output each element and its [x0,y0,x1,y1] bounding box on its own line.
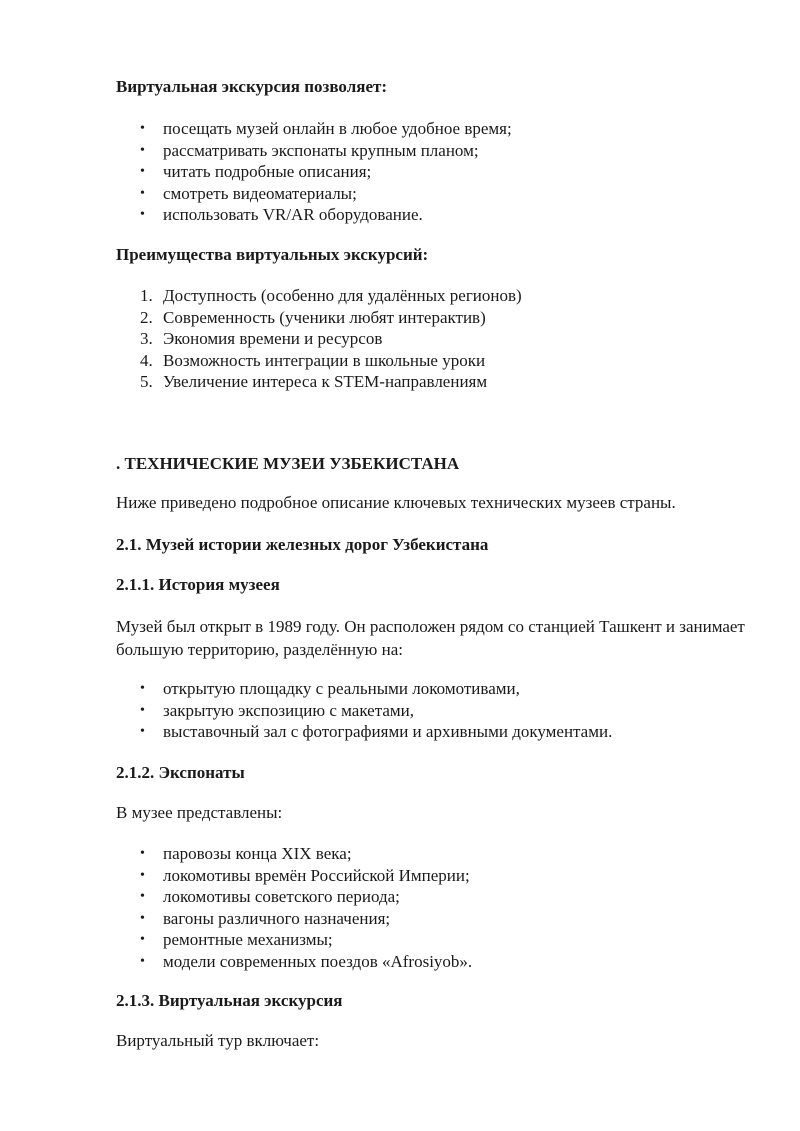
list-item: • читать подробные описания; [140,162,372,181]
list-item: 2. Современность (ученики любят интерактив) [140,307,486,327]
history-paragraph: Музей был открыт в 1989 году. Он расположен рядом со станцией Ташкент и занимает большую территорию, разделённую на: [116,617,745,659]
bullet-icon: • [140,932,145,947]
list-item: • локомотивы советского периода; [140,887,400,906]
advantages-heading: Преимущества виртуальных экскурсий: [116,245,429,264]
list-item: • локомотивы времён Российской Империи; [140,865,470,885]
bullet-icon: • [140,185,145,201]
bullet-icon: • [140,164,145,179]
list-item: • ремонтные механизмы; [140,930,333,949]
virtual-allows-list [116,118,512,226]
museum-heading: 2.1. Музей истории железных дорог Узбекистана [116,535,489,554]
bullet-icon: • [140,910,145,926]
bullet-icon: • [140,867,145,883]
list-item: • закрытую экспозицию с макетами, [140,700,414,720]
list-item: • открытую площадку с реальными локомотивами, [140,679,520,698]
list-number: 5. [140,372,153,391]
exhibits-list [116,843,472,972]
tour-intro: Виртуальный тур включает: [116,1031,320,1050]
bullet-icon: • [140,953,145,969]
list-item: • посещать музей онлайн в любое удобное время; [140,119,512,138]
list-item: • выставочный зал с фотографиями и архивными документами. [140,722,613,741]
list-item: • смотреть видеоматериалы; [140,183,357,203]
chapter-heading: . ТЕХНИЧЕСКИЕ МУЗЕИ УЗБЕКИСТАНА [116,454,460,473]
list-number: 3. [140,329,153,348]
history-list [116,678,612,743]
list-item: • вагоны различного назначения; [140,908,391,928]
list-item: 3. Экономия времени и ресурсов [140,329,383,348]
advantages-list [116,285,522,393]
history-heading: 2.1.1. История музеея [116,575,280,594]
list-item: • паровозы конца XIX века; [140,844,352,863]
bullet-icon: • [140,724,145,739]
bullet-icon: • [140,121,145,136]
list-item: 1. Доступность (особенно для удалённых регионов) [140,286,522,305]
list-item: 4. Возможность интеграции в школьные уроки [140,350,486,370]
exhibits-intro: В музее представлены: [116,803,283,822]
list-item: • рассматривать экспонаты крупным планом; [140,140,479,160]
tour-heading: 2.1.3. Виртуальная экскурсия [116,991,343,1010]
list-item: • модели современных поездов «Afrosiyob». [140,951,473,971]
virtual-allows-heading: Виртуальная экскурсия позволяет: [116,77,388,96]
bullet-icon: • [140,702,145,718]
bullet-icon: • [140,142,145,158]
bullet-icon: • [140,681,145,696]
list-item: 5. Увеличение интереса к STEM-направлениям [140,372,488,391]
chapter-intro: Ниже приведено подробное описание ключевых технических музеев страны. [116,493,676,512]
list-number: 2. [140,307,153,327]
list-number: 1. [140,286,153,305]
bullet-icon: • [140,207,145,222]
bullet-icon: • [140,846,145,861]
list-number: 4. [140,350,153,370]
bullet-icon: • [140,889,145,904]
list-item: • использовать VR/AR оборудование. [140,205,423,224]
exhibits-heading: 2.1.2. Экспонаты [116,763,245,782]
